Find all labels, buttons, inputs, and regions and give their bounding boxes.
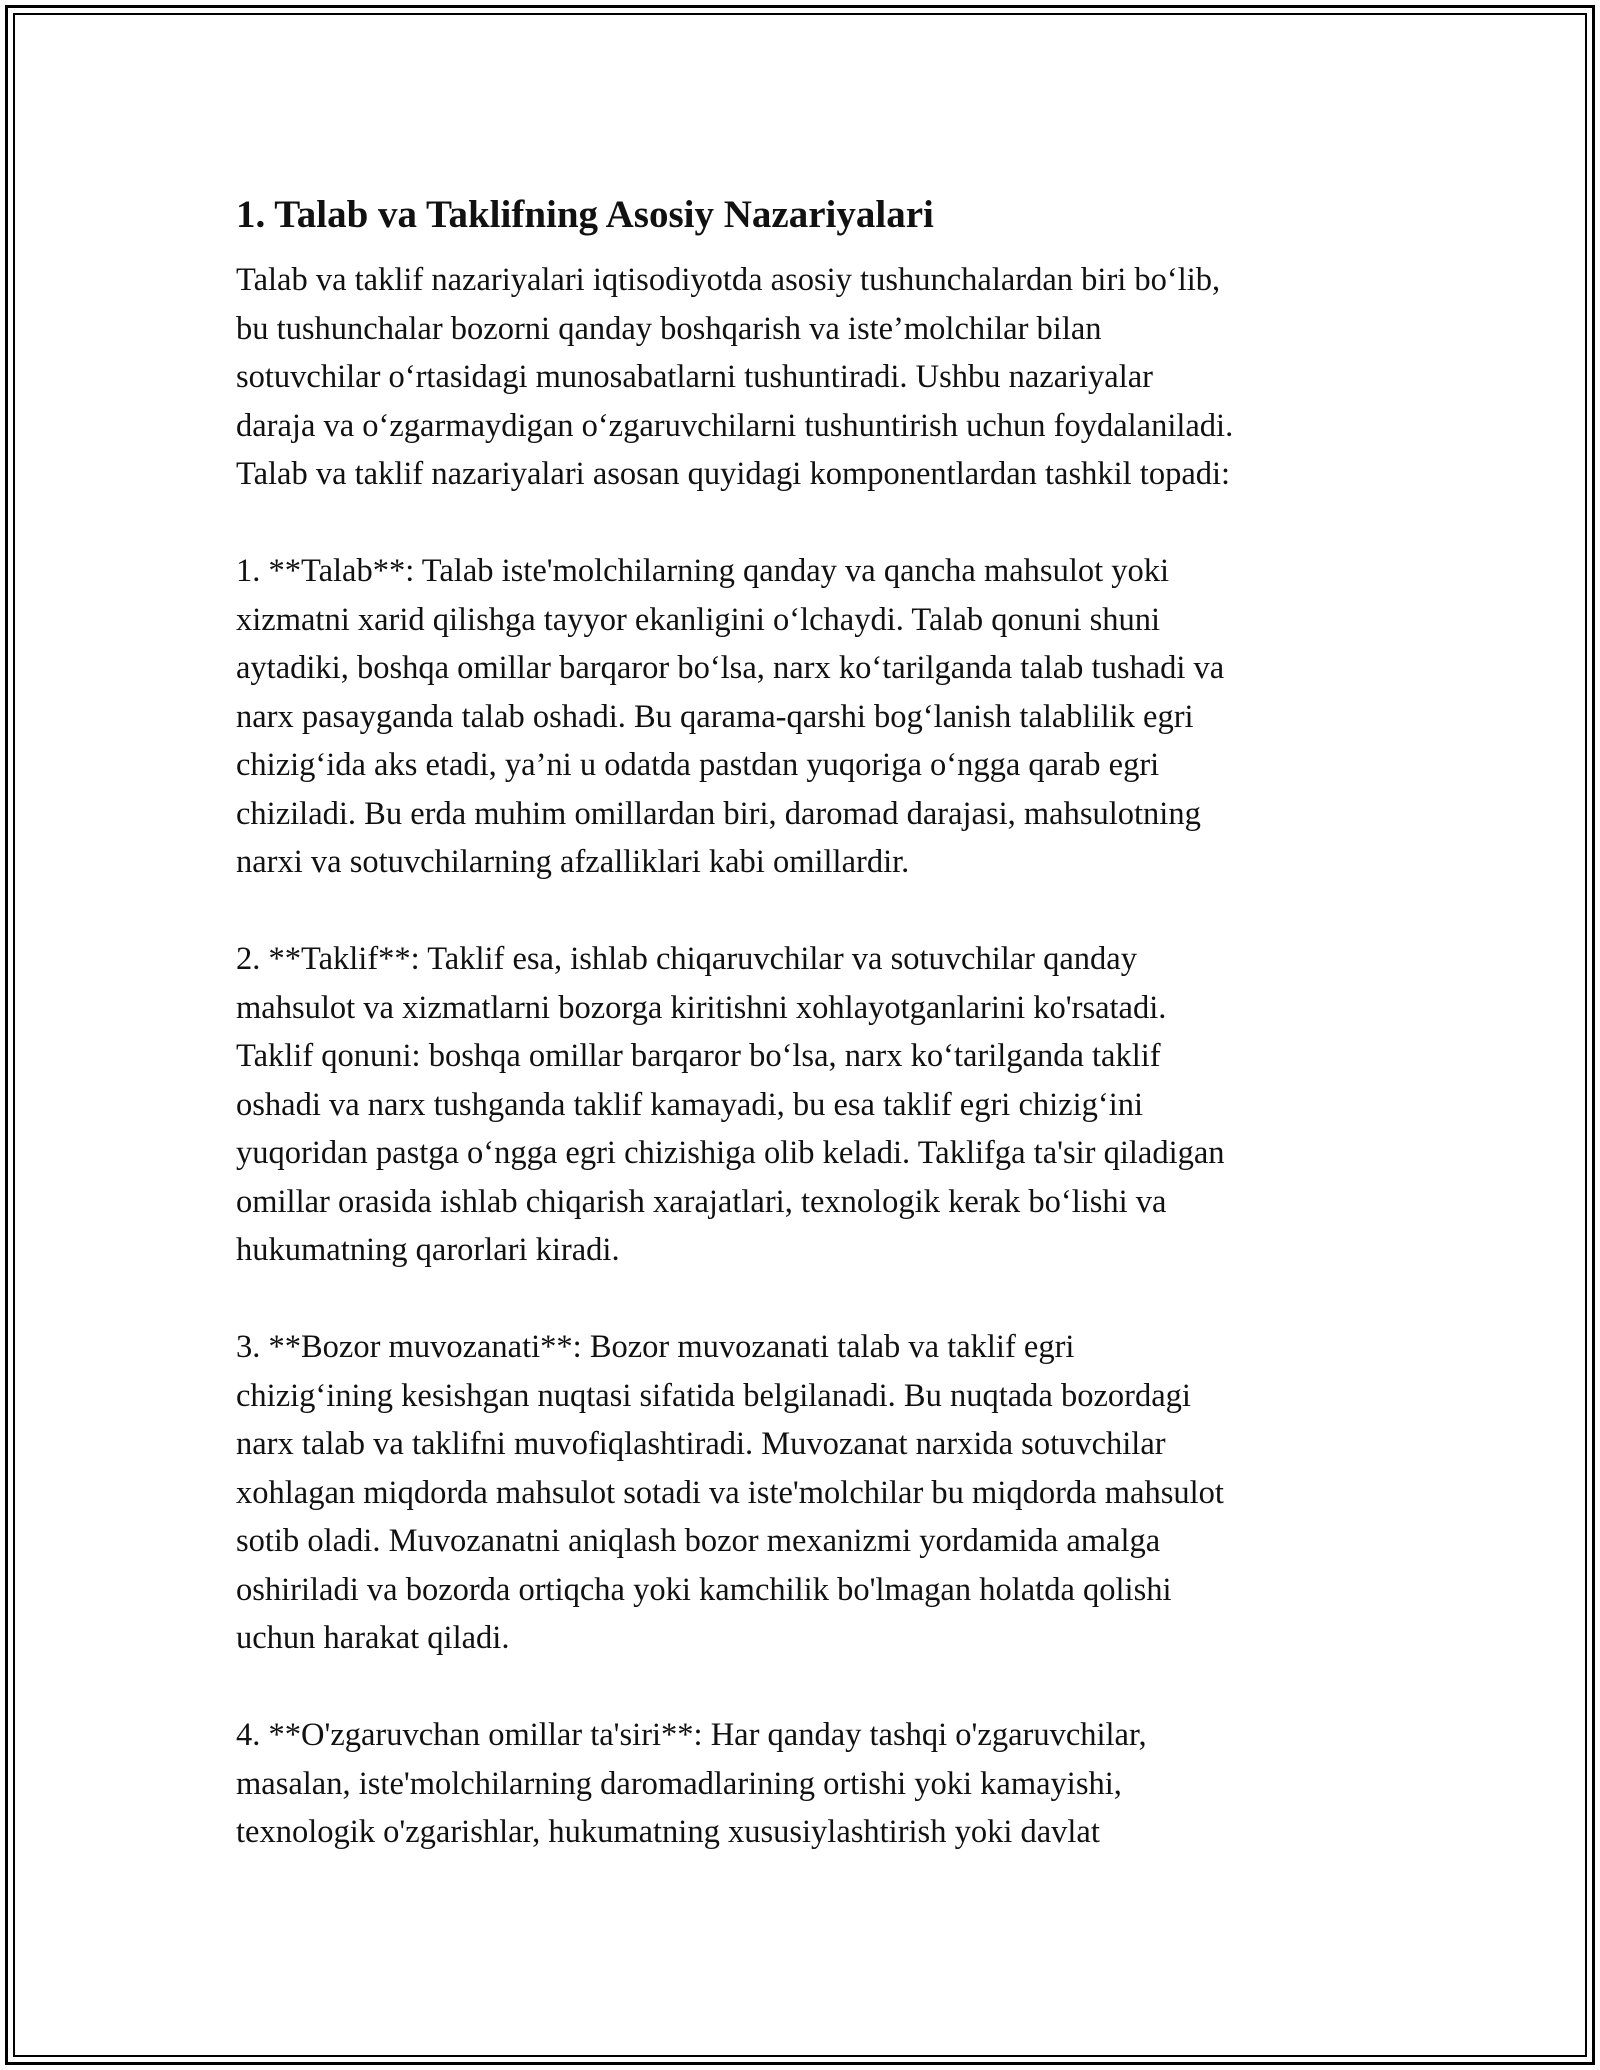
paragraph-line: aytadiki, boshqa omillar barqaror bo‘lsa, narx ko‘tarilganda talab tushadi va [236,650,1225,686]
paragraph-line: daraja va o‘zgarmaydigan o‘zgaruvchilarni tushuntirish uchun foydalaniladi. [236,407,1234,444]
paragraph-line: Taklif qonuni: boshqa omillar barqaror bo‘lsa, narx ko‘tarilganda taklif [236,1038,1161,1074]
paragraph-line: Talab va taklif nazariyalari asosan quyidagi komponentlardan tashkil topadi: [236,456,1231,492]
paragraph-line: chizig‘ida aks etadi, ya’ni u odatda pastdan yuqoriga o‘ngga qarab egri [236,747,1160,783]
paragraph-line: chiziladi. Bu erda muhim omillardan biri, daromad darajasi, mahsulotning [236,795,1201,832]
paragraph-line: oshiriladi va bozorda ortiqcha yoki kamchilik bo'lmagan holatda qolishi [236,1571,1172,1608]
paragraph-line: sotuvchilar o‘rtasidagi munosabatlarni tushuntiradi. Ushbu nazariyalar [236,359,1153,395]
paragraph-line: 1. **Talab**: Talab iste'molchilarning qanday va qancha mahsulot yoki [236,553,1170,589]
paragraph-line: xizmatni xarid qilishga tayyor ekanligini o‘lchaydi. Talab qonuni shuni [236,601,1161,638]
document-body [236,190,1376,1905]
paragraph-line: uchun harakat qiladi. [236,1620,510,1656]
document-title: 1. Talab va Taklifning Asosiy Nazariyalari [236,193,934,236]
paragraph-line: xohlagan miqdorda mahsulot sotadi va iste'molchilar bu miqdorda mahsulot [236,1474,1224,1511]
paragraph-line: sotib oladi. Muvozanatni aniqlash bozor mexanizmi yordamida amalga [236,1523,1161,1559]
paragraph-line: bu tushunchalar bozorni qanday boshqarish va iste’molchilar bilan [236,310,1102,347]
paragraph-line: narx talab va taklifni muvofiqlashtiradi. Muvozanat narxida sotuvchilar [236,1426,1166,1462]
paragraph [236,256,1376,499]
paragraph-line: narx pasayganda talab oshadi. Bu qarama-qarshi bog‘lanish talablilik egri [236,698,1194,735]
paragraph-line: texnologik o'zgarishlar, hukumatning xususiylashtirish yoki davlat [236,1814,1100,1850]
paragraph [236,547,1376,887]
paragraph-line: hukumatning qarorlari kiradi. [236,1232,620,1268]
paragraph-list [236,256,1376,1857]
paragraph-line: masalan, iste'molchilarning daromadlarining ortishi yoki kamayishi, [236,1765,1122,1802]
paragraph-line: yuqoridan pastga o‘ngga egri chizishiga olib keladi. Taklifga ta'sir qiladigan [236,1135,1225,1171]
paragraph [236,935,1376,1275]
paragraph-line: 3. **Bozor muvozanati**: Bozor muvozanati talab va taklif egri [236,1329,1075,1365]
paragraph-line: 4. **O'zgaruvchan omillar ta'siri**: Har qanday tashqi o'zgaruvchilar, [236,1717,1147,1753]
paragraph-line: omillar orasida ishlab chiqarish xarajatlari, texnologik kerak bo‘lishi va [236,1183,1167,1220]
paragraph [236,1711,1376,1857]
paragraph [236,1323,1376,1663]
paragraph-line: chizig‘ining kesishgan nuqtasi sifatida belgilanadi. Bu nuqtada bozordagi [236,1377,1191,1414]
paragraph-line: oshadi va narx tushganda taklif kamayadi, bu esa taklif egri chizig‘ini [236,1086,1144,1123]
paragraph-line: mahsulot va xizmatlarni bozorga kiritishni xohlayotganlarini ko'rsatadi. [236,989,1167,1026]
paragraph-line: narxi va sotuvchilarning afzalliklari kabi omillardir. [236,844,910,880]
paragraph-line: Talab va taklif nazariyalari iqtisodiyotda asosiy tushunchalardan biri bo‘lib, [236,262,1221,298]
paragraph-line: 2. **Taklif**: Taklif esa, ishlab chiqaruvchilar va sotuvchilar qanday [236,941,1137,977]
